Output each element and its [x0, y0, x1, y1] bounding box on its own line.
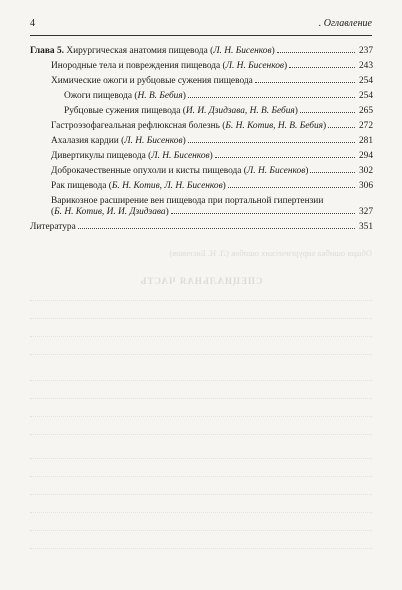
bleed-line: [30, 512, 372, 513]
leader-dots: [300, 112, 355, 113]
toc-entry-chapter-5[interactable]: Глава 5. Хирургическая анатомия пищевода (Л. Н. Бисенков) 237: [30, 46, 373, 56]
running-title: . Оглавление: [318, 18, 372, 29]
toc-authors: Л. Н. Бисенков: [246, 166, 306, 176]
toc-page: 254: [358, 76, 373, 86]
toc-title: Рак пищевода (: [51, 181, 112, 191]
bleed-line: [30, 398, 372, 399]
bleed-through-heading: СПЕЦИАЛЬНАЯ ЧАСТЬ: [139, 276, 263, 286]
bleed-line: [30, 416, 372, 417]
toc-page: 327: [358, 207, 373, 218]
table-of-contents: [30, 46, 373, 237]
toc-title: Доброкачественные опухоли и кисты пищевода (: [51, 166, 247, 176]
leader-dots: [171, 213, 355, 214]
leader-dots: [328, 127, 355, 128]
toc-page: 306: [358, 181, 373, 191]
toc-title: Гастроэзофагеальная рефлюксная болезнь (: [51, 121, 226, 131]
toc-title: Литература: [30, 222, 76, 233]
toc-title: Рубцовые сужения пищевода (: [64, 106, 186, 116]
toc-authors: Л. Н. Бисенков: [124, 136, 183, 146]
toc-page: 265: [358, 106, 373, 116]
toc-page: 294: [358, 151, 373, 161]
toc-entry-scar-strictures[interactable]: Рубцовые сужения пищевода (И. И. Дзидзава, Н. В. Бебия) 265: [64, 106, 373, 116]
page-header: [30, 18, 372, 32]
toc-entry-cancer[interactable]: Рак пищевода (Б. Н. Котив, Л. Н. Бисенков) 306: [51, 181, 373, 191]
toc-page: 281: [358, 136, 373, 146]
toc-entry-varices[interactable]: Варикозное расширение вен пищевода при портальной гипертензии (Б. Н. Котив, И. И. Дзидзава) 327: [51, 196, 373, 218]
toc-entry-benign-tumors[interactable]: Доброкачественные опухоли и кисты пищевода (Л. Н. Бисенков) 302: [51, 166, 373, 176]
bleed-line: [30, 380, 372, 381]
bleed-line: [30, 494, 372, 495]
toc-title: Ахалазия кардии (: [51, 136, 125, 146]
toc-entry-achalasia[interactable]: Ахалазия кардии (Л. Н. Бисенков) 281: [51, 136, 373, 146]
toc-entry-literature[interactable]: [30, 222, 373, 233]
toc-authors: Л. Н. Бисенков: [151, 151, 210, 161]
toc-entry-burns[interactable]: Ожоги пищевода (Н. В. Бебия) 254: [64, 91, 373, 101]
toc-title: Хирургическая анатомия пищевода (: [63, 46, 214, 56]
bleed-line: [30, 354, 372, 355]
toc-page: 254: [358, 91, 373, 101]
toc-authors: Б. Н. Котив, И. И. Дзидзава: [54, 207, 166, 218]
toc-entry-gerd[interactable]: Гастроэзофагеальная рефлюксная болезнь (Б. Н. Котив, Н. В. Бебия) 272: [51, 121, 373, 131]
bleed-line: [30, 318, 372, 319]
bleed-line: [30, 548, 372, 549]
bleed-line: [30, 458, 372, 459]
toc-title: Химические ожоги и рубцовые сужения пищевода: [51, 76, 253, 86]
toc-page: 237: [358, 46, 373, 56]
bleed-through-text: Общая ошибка хирургических ошибок (Л. Н. Бисенков): [169, 248, 372, 258]
toc-title: Варикозное расширение вен пищевода при портальной гипертензии: [51, 196, 324, 206]
bleed-line: [30, 476, 372, 477]
header-rule: [30, 35, 372, 36]
leader-dots: [78, 228, 355, 229]
toc-entry-chemical-burns[interactable]: [30, 76, 373, 87]
toc-authors: Л. Н. Бисенков: [225, 61, 284, 71]
leader-dots: [228, 187, 355, 188]
toc-title: Инородные тела и повреждения пищевода (: [51, 61, 226, 71]
toc-page: 302: [358, 166, 373, 176]
bleed-line: [30, 300, 372, 301]
toc-authors: Н. В. Бебия: [137, 91, 183, 101]
bleed-line: [30, 434, 372, 435]
toc-entry-foreign-bodies[interactable]: Инородные тела и повреждения пищевода (Л. Н. Бисенков) 243: [51, 61, 373, 71]
leader-dots: [188, 142, 355, 143]
bleed-line: [30, 530, 372, 531]
toc-authors: И. И. Дзидзава, Н. В. Бебия: [185, 106, 295, 116]
toc-authors: Л. Н. Бисенков: [213, 46, 272, 56]
toc-page: 351: [358, 222, 373, 233]
leader-dots: [255, 82, 355, 83]
leader-dots: [289, 67, 355, 68]
toc-authors: Б. Н. Котив, Л. Н. Бисенков: [111, 181, 223, 191]
chapter-label: Глава 5.: [30, 46, 64, 56]
page-number: 4: [30, 18, 35, 29]
toc-title: Ожоги пищевода (: [64, 91, 138, 101]
toc-page: 243: [358, 61, 373, 71]
toc-title: Дивертикулы пищевода (: [51, 151, 152, 161]
toc-entry-diverticula[interactable]: Дивертикулы пищевода (Л. Н. Бисенков) 294: [51, 151, 373, 161]
leader-dots: [215, 157, 355, 158]
leader-dots: [277, 52, 355, 53]
toc-page: 272: [358, 121, 373, 131]
leader-dots: [188, 97, 355, 98]
toc-authors: Б. Н. Котив, Н. В. Бебия: [225, 121, 324, 131]
bleed-line: [30, 336, 372, 337]
leader-dots: [310, 172, 355, 173]
